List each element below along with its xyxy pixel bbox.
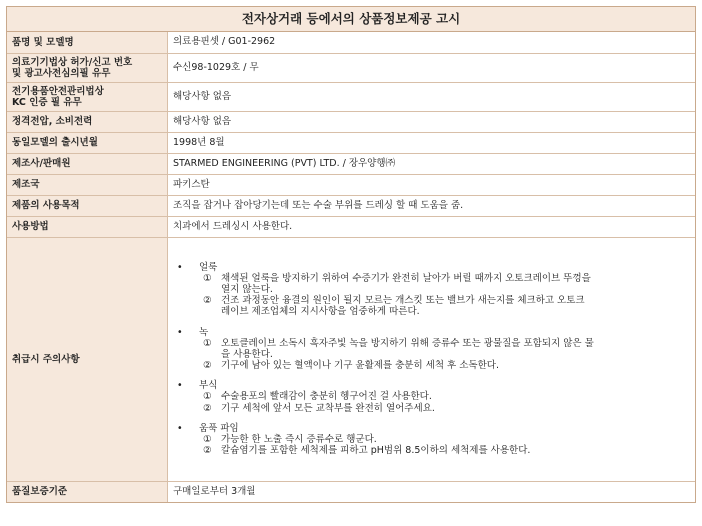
row-label-kc-cert: 전기용품안전관리법상 KC 인증 필 유무 [7, 82, 168, 111]
section-title: 얼룩 [199, 261, 218, 273]
caution-section-pitting [173, 423, 690, 456]
item-text: 수술용포의 빨래감이 충분히 헹구어진 걸 사용한다. [221, 391, 432, 403]
list-item [173, 360, 690, 371]
list-item [173, 403, 690, 414]
caution-content [168, 237, 696, 481]
row-label-release-date: 동일모델의 출시년월 [7, 132, 168, 153]
item-text: 칼슘염기를 포함한 세척제를 피하고 pH범위 8.5이하의 세척제를 사용한다. [221, 444, 531, 456]
row-value-manufacturer: STARMED ENGINEERING (PVT) LTD. / 장우양행㈜ [168, 153, 696, 174]
caution-section-rust [173, 327, 690, 372]
table-row [7, 153, 695, 174]
notice-title: 전자상거래 등에서의 상품정보제공 고시 [7, 7, 695, 32]
row-label-license: 의료기기법상 허가/신고 번호 및 광고사전심의필 유무 [7, 53, 168, 82]
item-number: ① [203, 433, 212, 445]
row-value-usage: 치과에서 드레싱시 사용한다. [168, 216, 696, 237]
list-item [173, 273, 690, 295]
row-label-product-name: 품명 및 모델명 [7, 32, 168, 53]
item-number: ① [203, 337, 212, 349]
item-text: 기구에 남아 있는 혈액이나 기구 윤활제를 충분히 세척 후 소독한다. [221, 360, 499, 372]
list-item [173, 445, 690, 456]
caution-section-corrosion [173, 380, 690, 413]
table-row [7, 481, 695, 502]
row-value-release-date: 1998년 8월 [168, 132, 696, 153]
bullet-icon: • [177, 326, 183, 338]
item-text: 오토클레이브 소독시 흑자주빛 녹을 방지하기 위해 증류수 또는 광물질을 포함되지 않은 물 을 사용한다. [221, 337, 594, 360]
item-text: 건조 과정동안 융결의 원인이 될지 모르는 개스킷 또는 밸브가 새는지를 체크하고 오토크 레이브 제조업체의 지시사항을 엄중하게 따른다. [221, 295, 585, 318]
row-label-usage: 사용방법 [7, 216, 168, 237]
row-label-country: 제조국 [7, 174, 168, 195]
table-row [7, 132, 695, 153]
section-title: 움푹 파임 [199, 422, 239, 434]
section-title: 부식 [199, 380, 218, 392]
table-row [7, 32, 695, 53]
bullet-icon: • [177, 422, 183, 434]
row-label-caution: 취급시 주의사항 [7, 237, 168, 481]
row-value-kc-cert: 해당사항 없음 [168, 82, 696, 111]
item-number: ② [203, 444, 212, 456]
bullet-icon: • [177, 261, 183, 273]
item-text: 채색된 얼룩을 방지하기 위하여 수증기가 완전히 날아가 버릴 때까지 오토크레이브 뚜껑을 열지 않는다. [221, 272, 591, 296]
row-value-warranty: 구매일로부터 3개월 [168, 481, 696, 502]
item-text: 기구 세척에 앞서 모든 교착부를 완전히 열어주세요. [221, 402, 435, 414]
item-number: ② [203, 360, 212, 372]
list-item [173, 338, 690, 360]
section-title: 녹 [199, 326, 209, 338]
row-label-voltage: 정격전압, 소비전력 [7, 111, 168, 132]
row-label-warranty: 품질보증기준 [7, 481, 168, 502]
row-value-license: 수신98-1029호 / 무 [168, 53, 696, 82]
product-info-notice [6, 6, 696, 503]
item-number: ① [203, 391, 212, 403]
list-item [173, 391, 690, 402]
row-value-product-name: 의료용핀셋 / G01-2962 [168, 32, 696, 53]
table-row [7, 174, 695, 195]
table-row [7, 195, 695, 216]
item-number: ① [203, 272, 212, 284]
row-value-voltage: 해당사항 없음 [168, 111, 696, 132]
row-label-manufacturer: 제조사/판매원 [7, 153, 168, 174]
bullet-icon: • [177, 380, 183, 392]
product-info-table [7, 32, 695, 502]
table-row [7, 237, 695, 481]
item-number: ② [203, 402, 212, 414]
list-item [173, 434, 690, 445]
table-row [7, 53, 695, 82]
list-item [173, 295, 690, 317]
row-value-country: 파키스탄 [168, 174, 696, 195]
item-number: ② [203, 295, 212, 307]
row-label-purpose: 제품의 사용목적 [7, 195, 168, 216]
table-row [7, 216, 695, 237]
table-row [7, 82, 695, 111]
caution-section-stain [173, 262, 690, 318]
row-value-purpose: 조직을 잡거나 잡아당기는데 또는 수술 부위를 드레싱 할 때 도움을 줌. [168, 195, 696, 216]
item-text: 가능한 한 노출 즉시 증류수로 행군다. [221, 433, 377, 445]
table-row [7, 111, 695, 132]
